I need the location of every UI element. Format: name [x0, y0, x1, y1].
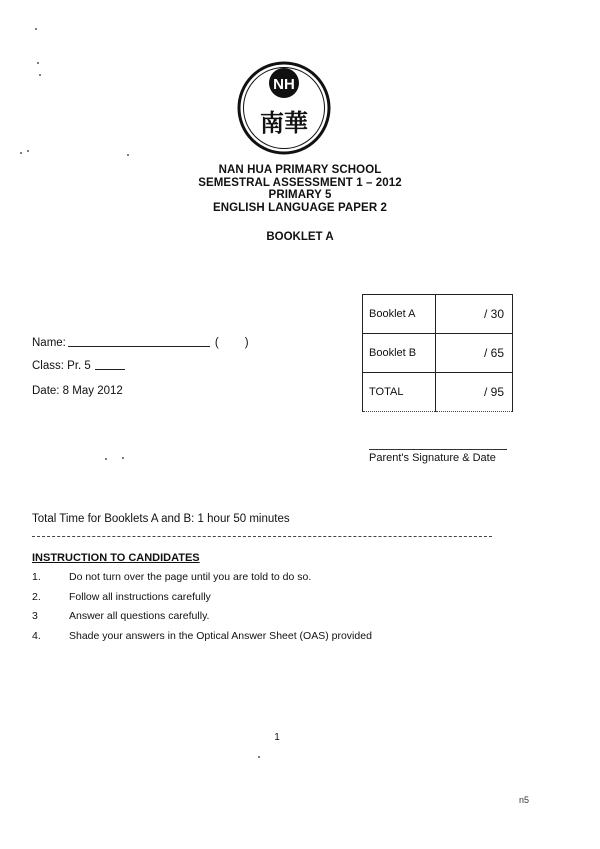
score-label: TOTAL: [363, 373, 436, 412]
score-value[interactable]: / 30: [436, 295, 513, 334]
booklet-title: BOOKLET A: [266, 231, 334, 243]
page-number: 1: [274, 732, 280, 743]
scan-speck: [20, 152, 22, 154]
score-row: [363, 334, 513, 373]
scan-speck: [105, 458, 107, 460]
instruction-item: [32, 571, 372, 591]
instruction-item: [32, 610, 372, 630]
instruction-text: Do not turn over the page until you are told to do so.: [69, 571, 312, 583]
assessment-title: SEMESTRAL ASSESSMENT 1 – 2012: [198, 176, 402, 189]
instruction-text: Answer all questions carefully.: [69, 610, 210, 622]
signature-label: Parent's Signature & Date: [369, 452, 496, 464]
scan-speck: [258, 756, 260, 758]
divider: [32, 536, 492, 537]
instruction-number: 2.: [32, 590, 41, 603]
paper-title: ENGLISH LANGUAGE PAPER 2: [212, 201, 388, 214]
signature-line[interactable]: [369, 449, 507, 450]
instruction-item: [32, 630, 372, 650]
scan-speck: [39, 74, 41, 76]
score-label: Booklet B: [363, 334, 436, 373]
instructions-title: INSTRUCTION TO CANDIDATES: [32, 552, 200, 564]
instructions-list: [32, 571, 372, 649]
class-blank[interactable]: [95, 359, 125, 370]
school-logo: [236, 60, 332, 156]
school-name: NAN HUA PRIMARY SCHOOL: [218, 164, 382, 176]
scan-speck: [35, 28, 37, 30]
scan-speck: [122, 457, 124, 459]
instruction-number: 3: [32, 610, 38, 622]
instruction-text: Follow all instructions carefully: [69, 590, 211, 603]
score-row: [363, 373, 513, 412]
name-label: Name:: [32, 337, 66, 349]
score-label: Booklet A: [363, 295, 436, 334]
class-field[interactable]: [32, 359, 125, 372]
total-time: Total Time for Booklets A and B: 1 hour 50 minutes: [32, 513, 290, 525]
scan-speck: [27, 150, 29, 152]
index-paren-close: ): [244, 337, 249, 349]
logo-chinese-text: 南華: [260, 109, 308, 137]
name-field[interactable]: [32, 336, 249, 349]
logo-initials: NH: [273, 76, 295, 93]
score-value[interactable]: / 95: [436, 373, 513, 412]
name-blank[interactable]: [68, 336, 210, 347]
instruction-item: [32, 591, 372, 611]
score-table: [362, 294, 513, 412]
level-title: PRIMARY 5: [268, 189, 332, 202]
page-code: n5: [519, 795, 530, 805]
score-value[interactable]: / 65: [436, 334, 513, 373]
exam-header: [0, 164, 600, 214]
scan-speck: [127, 154, 129, 156]
instruction-text: Shade your answers in the Optical Answer Sheet (OAS) provided: [69, 629, 372, 642]
class-label: Class: Pr. 5: [32, 360, 91, 372]
index-paren-open: (: [214, 337, 219, 349]
date-label: Date: 8 May 2012: [32, 385, 123, 397]
score-row: [363, 295, 513, 334]
instruction-number: 4.: [32, 629, 41, 642]
instruction-number: 1.: [32, 571, 41, 583]
scan-speck: [37, 62, 39, 64]
